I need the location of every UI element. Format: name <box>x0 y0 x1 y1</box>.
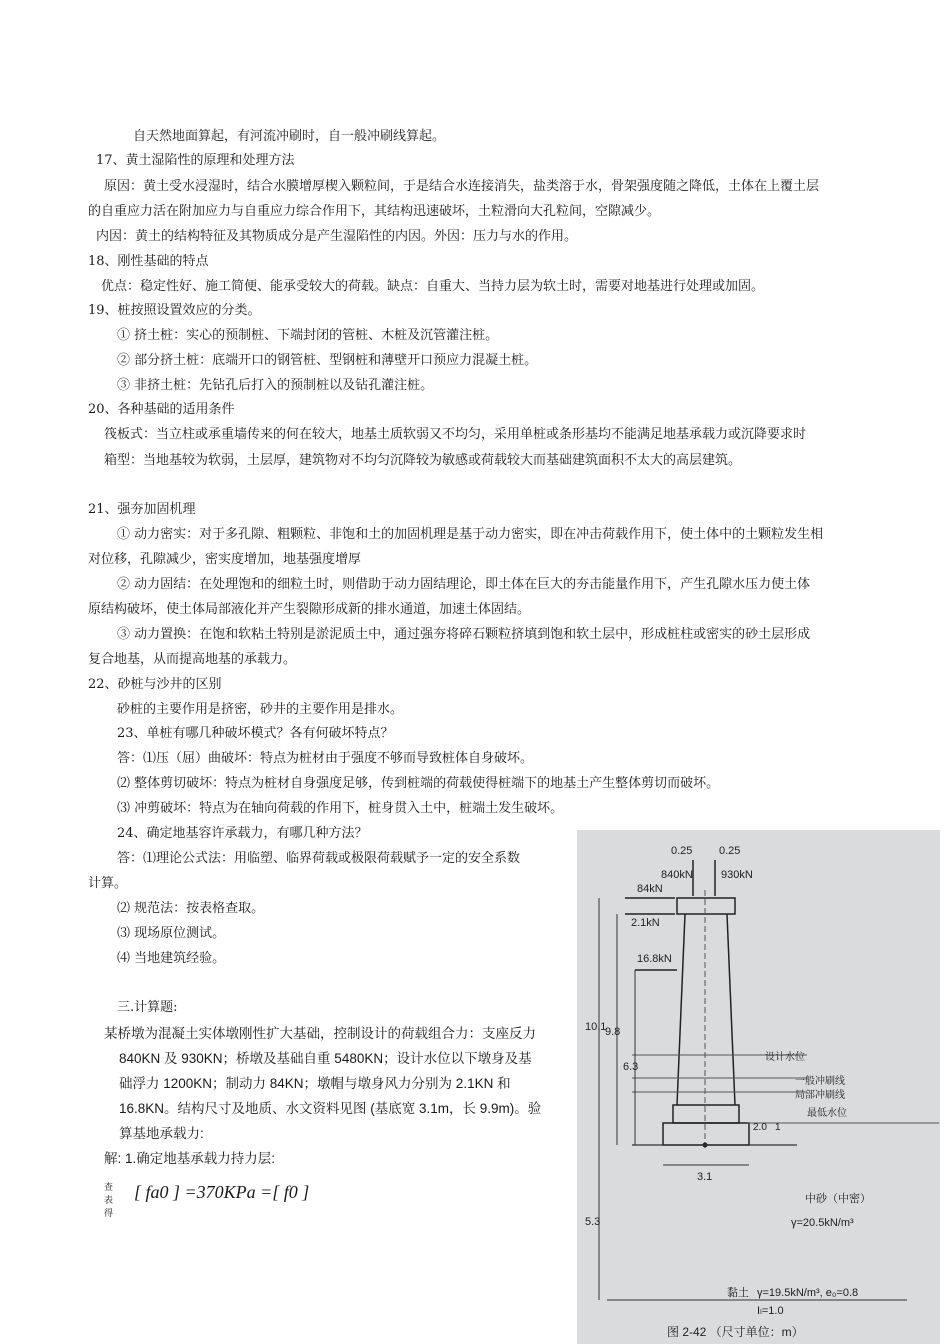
text-line: ⑵ 规范法：按表格查取。 <box>117 901 265 916</box>
dim-1: 1 <box>775 1122 781 1133</box>
text-line: ① 动力密实：对于多孔隙、粗颗粒、非饱和土的加固机理是基于动力密实，即在冲击荷载作用下，使土体中的土颗粒发生相 <box>117 527 824 542</box>
text-line: 16.8KN。结构尺寸及地质、水文资料见图 (基底宽 3.1m，长 9.9m)。验 <box>119 1101 542 1116</box>
pier-figure <box>577 830 940 1344</box>
dim-025-left: 0.25 <box>671 845 693 857</box>
text-line: 17、黄土湿陷性的原理和处理方法 <box>96 153 295 168</box>
footing-lower <box>663 1123 749 1145</box>
text-line: 内因：黄土的结构特征及其物质成分是产生湿陷性的内因。外因：压力与水的作用。 <box>96 229 578 244</box>
load-840: 840kN <box>661 869 693 881</box>
text-line: ③ 非挤土桩：先钻孔后打入的预制桩以及钻孔灌注桩。 <box>117 378 434 393</box>
text-line: ⑶ 现场原位测试。 <box>117 926 226 941</box>
dim-6-3: 6.3 <box>623 1061 639 1073</box>
load-930: 930kN <box>721 869 753 881</box>
level-design-water: 设计水位 <box>765 1052 805 1063</box>
text-line: ② 动力固结：在处理饱和的细粒土时，则借助于动力固结理论，即土体在巨大的夯击能量作用下，产生孔隙水压力使土体 <box>117 577 811 592</box>
level-local-scour: 局部冲刷线 <box>795 1090 845 1101</box>
soil-sand-gamma: γ=20.5kN/m³ <box>791 1217 854 1229</box>
text-line: 的自重应力活在附加应力与自重应力综合作用下，其结构迅速破坏，土粒滑向大孔粒间，空隙减少。 <box>88 204 661 219</box>
text-line: 20、各种基础的适用条件 <box>88 402 235 417</box>
dim-5-3: 5.3 <box>585 1216 601 1228</box>
formula-expression: [ fa0 ] =370KPa =[ f0 ] <box>134 1182 310 1202</box>
dim-3-1: 3.1 <box>697 1171 713 1183</box>
text-line: 对位移，孔隙减少，密实度增加，地基强度增厚 <box>88 552 362 567</box>
text-line: 840KN 及 930KN；桥墩及基础自重 5480KN；设计水位以下墩身及基 <box>119 1051 532 1066</box>
load-2-1: 2.1kN <box>631 917 660 929</box>
text-line: ① 挤土桩：实心的预制桩、下端封闭的管桩、木桩及沉管灌注桩。 <box>117 328 499 343</box>
pier-shaft <box>677 914 735 1105</box>
dim-10-1: 10.1 <box>585 1021 607 1033</box>
text-line: 础浮力 1200KN；制动力 84KN；墩帽与墩身风力分别为 2.1KN 和 <box>119 1076 511 1091</box>
text-line: 某桥墩为混凝土实体墩刚性扩大基础，控制设计的荷载组合力：支座反力 <box>104 1026 536 1041</box>
dim-025-right: 0.25 <box>719 845 741 857</box>
soil-clay-il: Iₗ=1.0 <box>757 1305 784 1317</box>
level-lowest-water: 最低水位 <box>807 1108 847 1119</box>
pier-cap <box>677 898 735 914</box>
dim-9-8: 9.8 <box>605 1026 621 1038</box>
soil-clay-label: 黏土 <box>727 1287 749 1299</box>
text-line: ⑷ 当地建筑经验。 <box>117 951 226 966</box>
text-line: 答：⑴压（屈）曲破坏：特点为桩材由于强度不够而导致桩体自身破坏。 <box>117 751 534 766</box>
soil-clay-props: γ=19.5kN/m³, e₀=0.8 <box>757 1287 859 1299</box>
text-line: 三.计算题: <box>117 1000 178 1015</box>
text-line: ② 部分挤土桩：底端开口的钢管桩、型钢桩和薄壁开口预应力混凝土桩。 <box>117 353 538 368</box>
text-line: 24、确定地基容许承载力，有哪几种方法？ <box>117 826 368 841</box>
text-line: 21、强夯加固机理 <box>88 502 196 517</box>
text-line: 22、砂桩与沙井的区别 <box>88 677 222 692</box>
text-line: ⑵ 整体剪切破坏：特点为桩材自身强度足够，传到桩端的荷载使得桩端下的地基土产生整体剪切而破坏。 <box>117 776 720 791</box>
load-84: 84kN <box>637 883 663 895</box>
pier-diagram <box>577 830 940 1344</box>
text-line: ⑶ 冲剪破坏：特点为在轴向荷载的作用下，桩身贯入土中，桩端土发生破坏。 <box>117 801 564 816</box>
text-line: ③ 动力置换：在饱和软粘土特别是淤泥质土中，通过强夯将碎石颗粒挤填到饱和软土层中，形成桩柱或密实的砂土层形成 <box>117 627 811 642</box>
level-general-scour: 一般冲刷线 <box>795 1076 845 1087</box>
text-line: 原因：黄土受水浸湿时，结合水膜增厚楔入颗粒间，于是结合水连接消失，盐类溶于水，骨架强度随之降低，土体在上覆土层 <box>104 179 820 194</box>
text-line: 18、刚性基础的特点 <box>88 254 209 269</box>
text-line: 优点：稳定性好、施工简便、能承受较大的荷载。缺点：自重大、当持力层为软土时，需要对地基进行处理或加固。 <box>101 279 765 294</box>
text-line: 原结构破坏，使土体局部液化并产生裂隙形成新的排水通道，加速土体固结。 <box>88 602 531 617</box>
text-line: 19、桩按照设置效应的分类。 <box>88 303 261 318</box>
text-line: 算基地承载力: <box>119 1126 204 1141</box>
text-line: 解: 1.确定地基承载力持力层: <box>104 1151 276 1166</box>
text-line: 23、单桩有哪几种破坏模式？各有何破坏特点？ <box>117 726 394 741</box>
dim-2-0: 2.0 <box>753 1122 767 1133</box>
soil-sand-label: 中砂（中密） <box>805 1193 871 1205</box>
text-line: 箱型：当地基较为软弱，土层厚，建筑物对不均匀沉降较为敏感或荷载较大而基础建筑面积不太大的高层建筑。 <box>104 453 742 468</box>
text-line: 自天然地面算起，有河流冲刷时，自一般冲刷线算起。 <box>133 129 446 144</box>
text-line: 答：⑴理论公式法：用临塑、临界荷载或极限荷载赋予一定的安全系数 <box>117 851 521 866</box>
figure-caption: 图 2-42 （尺寸单位：m） <box>667 1325 804 1339</box>
formula-tag: 查表得 <box>104 1182 114 1218</box>
text-line: 筏板式：当立柱或承重墙传来的何在较大，地基土质软弱又不均匀，采用单桩或条形基均不能满足地基承载力或沉降要求时 <box>104 427 807 442</box>
load-16-8: 16.8kN <box>637 953 672 965</box>
text-line: 计算。 <box>88 876 128 891</box>
footing-upper <box>673 1105 739 1123</box>
text-line: 复合地基，从而提高地基的承载力。 <box>88 652 297 667</box>
text-line: 砂桩的主要作用是挤密，砂井的主要作用是排水。 <box>117 702 404 717</box>
